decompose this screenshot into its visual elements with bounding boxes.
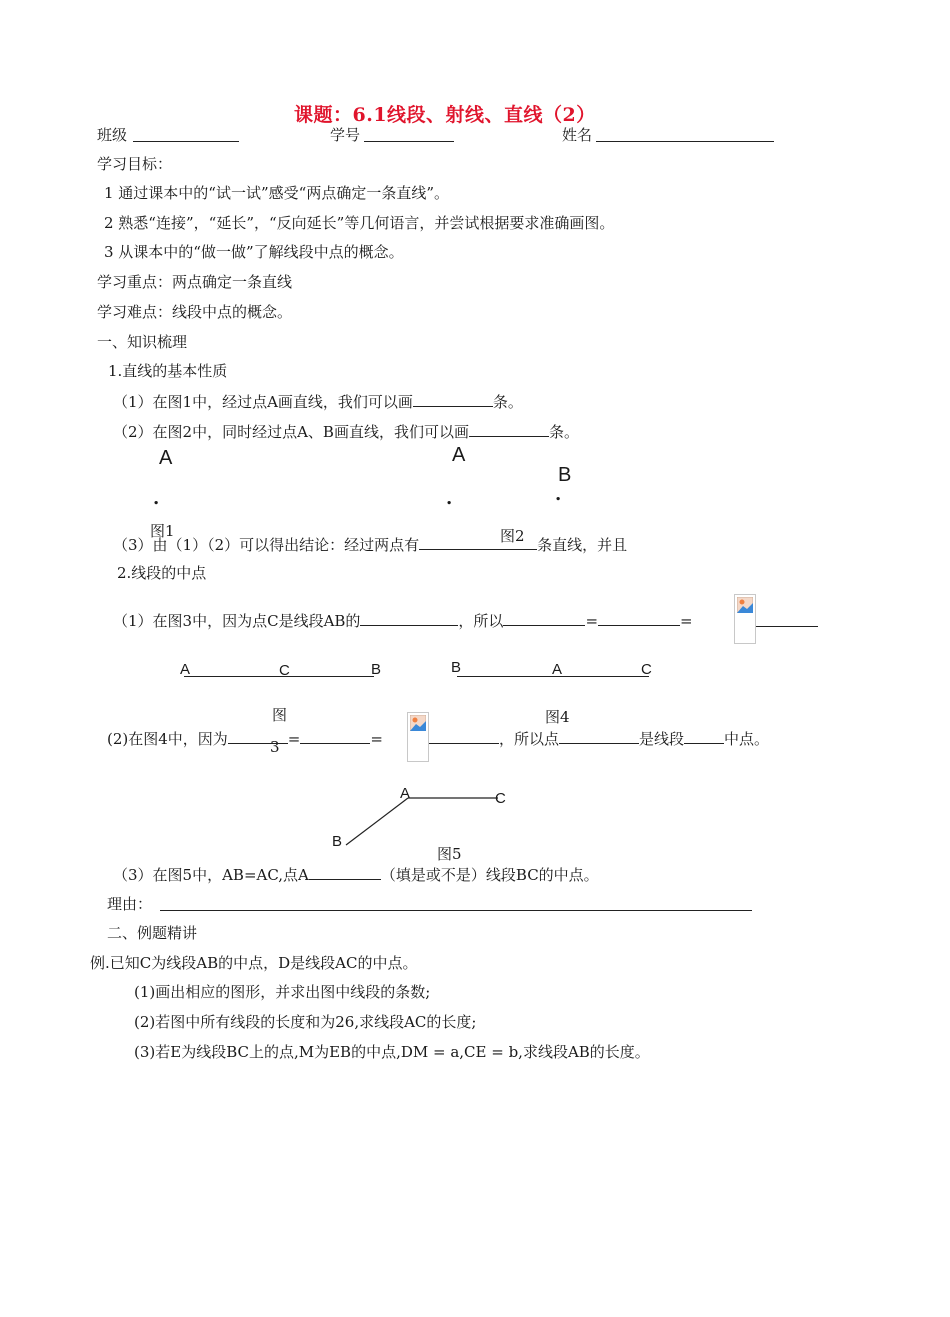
fig3-point-a: A xyxy=(180,661,191,678)
fig4-point-c: C xyxy=(641,661,652,678)
subsection-line-property: 1.直线的基本性质 xyxy=(108,362,228,380)
goals-heading: 学习目标： xyxy=(97,155,173,173)
number-blank[interactable] xyxy=(364,127,454,142)
answer-blank[interactable] xyxy=(756,612,818,627)
fig2-point-b-label: B xyxy=(558,464,572,486)
reason-label: 理由： xyxy=(107,895,153,913)
example-item: (1)画出相应的图形，并求出图中线段的条数; xyxy=(134,983,431,1001)
reason-blank[interactable] xyxy=(160,896,752,911)
subsection-midpoint: 2.线段的中点 xyxy=(117,564,207,582)
fig4-point-b: B xyxy=(451,659,462,676)
fig3-point-c: C xyxy=(279,662,290,679)
fig3-caption-number: 3 xyxy=(270,738,280,756)
answer-blank[interactable] xyxy=(419,535,537,550)
question-3: （3）由（1）（2）可以得出结论：经过两点有 条直线，并且 xyxy=(113,536,628,554)
key-point: 学习重点：两点确定一条直线 xyxy=(97,273,293,291)
name-blank[interactable] xyxy=(596,127,774,142)
answer-blank[interactable] xyxy=(684,729,724,744)
class-blank[interactable] xyxy=(133,127,239,142)
section1-heading: 一、知识梳理 xyxy=(97,333,188,351)
answer-blank[interactable] xyxy=(429,729,499,744)
fig5-point-c: C xyxy=(495,790,506,807)
answer-blank[interactable] xyxy=(228,729,288,744)
fig2-point-b: . xyxy=(555,484,562,505)
goal-item: 2 熟悉“连接”，“延长”，“反向延长”等几何语言，并尝试根据要求准确画图。 xyxy=(104,214,615,232)
fig1-caption: 图1 xyxy=(150,522,175,540)
fig4-segment xyxy=(457,676,649,677)
answer-blank[interactable] xyxy=(309,865,381,880)
question-5-start: (2)在图4中，因为 = = xyxy=(107,730,383,748)
question-2: （2）在图2中，同时经过点A、B画直线，我们可以画 条。 xyxy=(113,423,579,441)
fig1-point-a-label: A xyxy=(159,447,173,469)
number-label: 学号 xyxy=(330,126,361,144)
example-statement: 例.已知C为线段AB的中点，D是线段AC的中点。 xyxy=(90,954,418,972)
broken-image-icon xyxy=(407,712,429,762)
answer-blank[interactable] xyxy=(469,422,549,437)
fig5-segments xyxy=(340,790,510,850)
answer-blank[interactable] xyxy=(559,729,639,744)
fig5-point-a: A xyxy=(400,785,411,802)
question-4: （1）在图3中，因为点C是线段AB的 ，所以 = = xyxy=(113,612,693,630)
answer-blank[interactable] xyxy=(360,611,458,626)
fig4-caption: 图4 xyxy=(545,708,570,726)
question-5-end: ，所以点 是线段 中点。 xyxy=(429,729,769,748)
example-item: (2)若图中所有线段的长度和为26,求线段AC的长度; xyxy=(134,1013,477,1031)
question-1: （1）在图1中，经过点A画直线，我们可以画 条。 xyxy=(113,393,523,411)
fig3-segment xyxy=(184,676,374,677)
answer-blank[interactable] xyxy=(300,729,370,744)
section2-heading: 二、例题精讲 xyxy=(107,924,198,942)
answer-blank[interactable] xyxy=(413,392,493,407)
broken-image-icon xyxy=(734,594,756,644)
fig1-point-a: . xyxy=(153,488,160,509)
name-label: 姓名 xyxy=(562,126,593,144)
fig2-caption: 图2 xyxy=(500,527,525,545)
fig3-point-b: B xyxy=(371,661,382,678)
question-6: （3）在图5中，AB=AC,点A （填是或不是）线段BC的中点。 xyxy=(113,866,599,884)
example-item: (3)若E为线段BC上的点,M为EB的中点,DM = a,CE = b,求线段AB的长度。 xyxy=(134,1043,650,1061)
answer-blank[interactable] xyxy=(503,611,585,626)
goal-item: 1 通过课本中的“试一试”感受“两点确定一条直线”。 xyxy=(104,184,449,202)
fig3-caption: 图 xyxy=(272,706,288,724)
fig4-point-a: A xyxy=(552,661,563,678)
difficulty: 学习难点：线段中点的概念。 xyxy=(97,303,293,321)
goal-item: 3 从课本中的“做一做”了解线段中点的概念。 xyxy=(104,243,404,261)
fig2-point-a: . xyxy=(446,488,453,509)
answer-blank[interactable] xyxy=(598,611,680,626)
class-label: 班级 xyxy=(97,126,128,144)
fig5-caption: 图5 xyxy=(437,845,462,863)
fig2-point-a-label: A xyxy=(452,444,466,466)
fig5-point-b: B xyxy=(332,833,343,850)
page-title: 课题：6.1线段、射线、直线（2） xyxy=(294,104,596,126)
